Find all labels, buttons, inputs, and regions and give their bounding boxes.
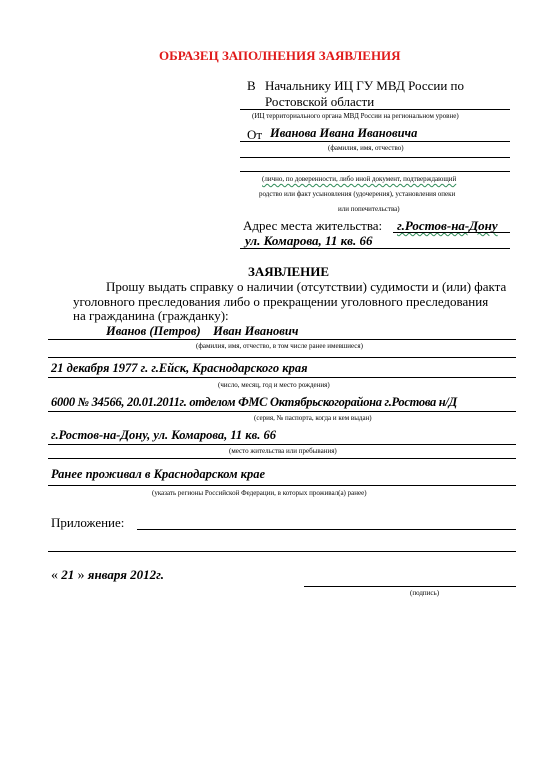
birth-value: 21 декабря 1977 г. г.Ейск, Краснодарского края [51, 361, 308, 375]
signature-caption: (подпись) [410, 589, 440, 597]
signature-line [304, 586, 516, 587]
blank-line-4 [48, 551, 516, 552]
date-year: 2012г. [130, 567, 165, 582]
regions-value: Ранее проживал в Краснодарском крае [51, 467, 266, 481]
date [51, 567, 164, 584]
recipient-underline [240, 109, 510, 110]
from-prefix: От [247, 127, 263, 142]
recipient-caption: (ИЦ территориального органа МВД России на региональном уровне) [252, 112, 459, 120]
statement-line-2: уголовного преследования либо о прекращении уголовного преследования [73, 294, 489, 309]
address-underline-2 [240, 248, 510, 249]
applicant-name: Иванова Ивана Ивановича [270, 126, 418, 140]
residence-value: г.Ростов-на-Дону, ул. Комарова, 11 кв. 66 [51, 428, 276, 442]
date-open-quote: « [51, 568, 58, 583]
authority-caption-3: или попечительства) [338, 205, 400, 213]
address-street: ул. Комарова, 11 кв. 66 [245, 233, 373, 248]
passport-underline [48, 411, 516, 412]
recipient-line-1: Начальнику ИЦ ГУ МВД России по [265, 78, 465, 93]
date-month: января [87, 567, 127, 582]
residence-underline [48, 444, 516, 445]
statement-line-3: на гражданина (гражданку): [73, 308, 229, 323]
blank-line-1 [240, 157, 510, 158]
blank-line-3 [48, 458, 516, 459]
address-underline-1 [393, 232, 510, 233]
from-underline [240, 141, 510, 142]
recipient-line-2: Ростовской области [265, 94, 375, 109]
name-caption: (фамилия, имя, отчество, в том числе ранее имевшиеся) [196, 342, 363, 350]
attachment-underline [137, 529, 516, 530]
date-close-quote: » [77, 568, 85, 583]
statement-heading: ЗАЯВЛЕНИЕ [248, 264, 330, 279]
authority-caption-2: родство или факт усыновления (удочерения), установления опеки [259, 190, 456, 198]
regions-underline [48, 485, 516, 486]
birth-underline [48, 377, 516, 378]
recipient-prefix: В [247, 78, 256, 93]
address-city: г.Ростов-на-Дону [397, 218, 498, 233]
subject-name: Иванов (Петров) Иван Иванович [106, 324, 299, 338]
authority-caption-1: (лично, по доверенности, либо иной документ, подтверждающий [262, 175, 457, 183]
document-title: ОБРАЗЕЦ ЗАПОЛНЕНИЯ ЗАЯВЛЕНИЯ [159, 48, 401, 63]
blank-line-2 [48, 357, 516, 358]
birth-caption: (число, месяц, год и место рождения) [218, 381, 330, 389]
residence-caption: (место жительства или пребывания) [229, 447, 337, 455]
address-label: Адрес места жительства: [243, 218, 383, 233]
passport-value: 6000 № 34566, 20.01.2011г. отделом ФМС Октябрьскогорайона г.Ростова н/Д [51, 395, 457, 409]
regions-caption: (указать регионы Российской Федерации, в которых проживал(а) ранее) [152, 489, 367, 497]
from-caption: (фамилия, имя, отчество) [328, 144, 404, 152]
passport-caption: (серия, № паспорта, когда и кем выдан) [254, 414, 372, 422]
authority-underline [240, 171, 510, 172]
date-day: 21 [61, 567, 75, 582]
attachment-label: Приложение: [51, 515, 125, 530]
name-underline [48, 339, 516, 340]
statement-line-1: Прошу выдать справку о наличии (отсутствии) судимости и (или) факта [106, 279, 507, 294]
